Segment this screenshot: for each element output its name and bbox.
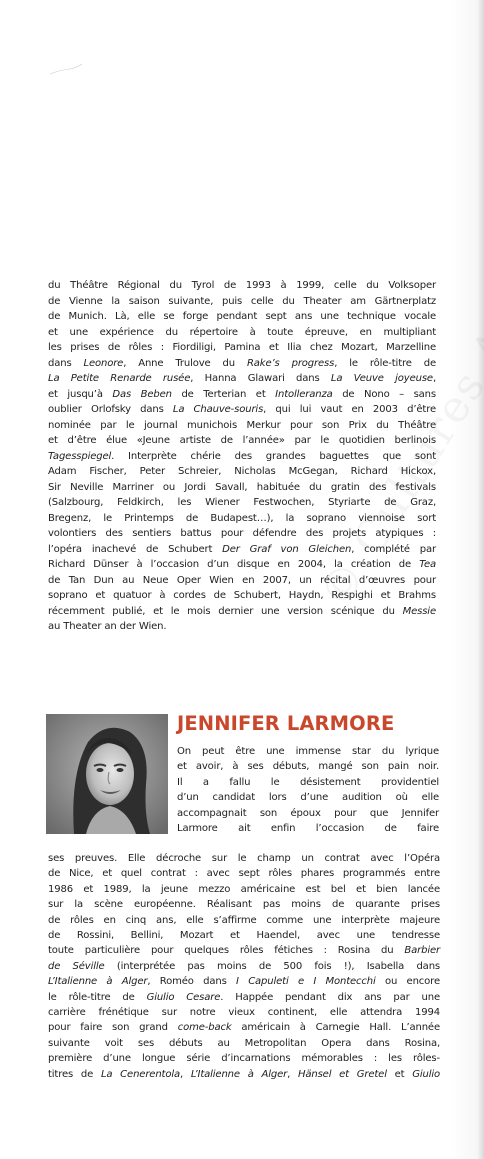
text-line <box>48 325 436 341</box>
text-run: Richard Dünser à l’occasion d’un disque en 2004, la création de <box>48 559 420 570</box>
text-line <box>177 821 439 836</box>
text-line <box>177 744 439 759</box>
italic-title: Hänsel et Gretel <box>297 1068 387 1080</box>
text-line <box>48 464 436 480</box>
text-run: au Theater an der Wien. <box>48 621 167 632</box>
italic-title: Giulio Cesare <box>146 991 221 1003</box>
text-run: titres de <box>48 1068 101 1080</box>
text-run: accompagnait son époux pour que Jennifer <box>177 807 439 819</box>
text-run: de Vienne la saison suivante, puis celle du Theater am Gärtnerplatz <box>48 295 436 307</box>
italic-title: Das Beben <box>112 388 172 400</box>
text-line <box>48 1067 440 1082</box>
text-line <box>48 573 436 589</box>
page-edge-shadow <box>478 0 484 1159</box>
text-run: Il a fallu le désistement providentiel <box>177 776 439 788</box>
italic-title: Leonore <box>83 357 124 369</box>
text-line <box>48 851 440 866</box>
text-run: et d’être élue «Jeune artiste de l’année» par le quotidien berlinois <box>48 435 436 446</box>
text-line <box>48 449 436 465</box>
text-run: On peut être une immense star du lyrique <box>177 746 439 757</box>
text-line <box>48 990 440 1005</box>
text-run: , Anne Trulove du <box>123 357 247 369</box>
article-body-text <box>48 278 436 635</box>
text-run: nominée par le journal munichois Merkur pour son Prix du Théâtre <box>48 419 436 431</box>
bio-body-text <box>48 851 440 1082</box>
text-line <box>48 387 436 403</box>
text-line <box>48 866 440 881</box>
italic-title: Rake’s progress <box>246 357 335 369</box>
text-run: suivante voit ses débuts au Metropolitan Opera dans Rosina, <box>48 1037 440 1049</box>
italic-title: La Petite Renarde rusée <box>48 373 191 384</box>
text-line <box>48 402 436 418</box>
text-line <box>48 1051 440 1066</box>
text-line <box>48 309 436 325</box>
text-run: (Salzbourg, Feldkirch, les Wiener Festwochen, Styriarte de Graz, <box>48 497 436 508</box>
text-run: Bregenz, le Printemps de Budapest…), la soprano viennoise sort <box>48 512 436 524</box>
italic-title: La Veuve joyeuse <box>330 373 433 384</box>
italic-title: L’Italienne à Alger <box>48 976 148 988</box>
text-line <box>177 775 439 790</box>
text-run: , <box>432 373 436 384</box>
text-line <box>48 913 440 928</box>
text-run: pour faire son grand <box>48 1022 178 1034</box>
text-run: volontiers des sentiers battus pour défendre des projets atypiques : <box>48 528 436 539</box>
italic-title: La Chauve-souris <box>172 404 264 415</box>
text-run: et une expérience du répertoire à toute épreuve, en multipliant <box>48 326 436 338</box>
italic-title: Intolleranza <box>275 388 333 400</box>
text-run: carrière frénétique sur notre vieux continent, elle attendra 1994 <box>48 1007 440 1019</box>
text-run: de Rossini, Bellini, Mozart et Haendel, avec une tendresse <box>48 930 440 942</box>
text-run: Larmore ait enfin l’occasion de faire <box>177 823 439 835</box>
italic-title: de Séville <box>48 960 105 972</box>
text-run: de Terterian et <box>171 388 276 400</box>
text-run: américain à Carnegie Hall. L’année <box>231 1022 440 1034</box>
italic-title: La Cenerentola <box>100 1068 180 1080</box>
text-run: , <box>180 1068 191 1080</box>
text-line <box>48 418 436 434</box>
text-run: de Nice, et quel contrat : avec sept rôles phares programmés entre <box>48 868 440 880</box>
italic-title: Tagesspiegel <box>48 450 112 462</box>
portrait-photo <box>46 714 168 834</box>
text-run: de Nono – sans <box>332 388 436 400</box>
text-line <box>48 897 440 912</box>
text-line <box>48 1005 440 1020</box>
italic-title: Giulio <box>412 1068 441 1080</box>
text-run: l’opéra inachevé de Schubert <box>48 543 223 555</box>
text-line <box>48 882 440 897</box>
text-run: de Tan Dun au Neue Oper Wien en 2007, un récital d’œuvres pour <box>48 574 436 586</box>
text-line <box>48 1020 440 1035</box>
text-run: , Hanna Glawari dans <box>190 373 331 384</box>
text-run: sur la scène européenne. Réalisant pas moins de quarante prises <box>48 899 440 911</box>
section-heading-name: JENNIFER LARMORE <box>177 712 395 735</box>
text-line <box>48 943 440 958</box>
text-run: Sir Neville Marriner ou Jordi Savall, habituée du gratin des festivals <box>48 481 436 493</box>
italic-title: come-back <box>177 1022 232 1034</box>
text-run: et jusqu’à <box>48 388 113 400</box>
text-run: 1986 et 1989, la jeune mezzo américaine est bel et bien lancée <box>48 883 440 895</box>
text-line <box>48 511 436 527</box>
text-line <box>177 790 439 805</box>
text-run: ou encore <box>375 976 440 988</box>
text-line <box>48 974 440 989</box>
text-run: d’un candidat lors d’une audition où elle <box>177 792 439 804</box>
text-line <box>48 604 436 620</box>
italic-title: Messie <box>402 605 436 617</box>
bio-intro-text <box>177 744 439 836</box>
text-run: et avoir, à ses débuts, mangé son pain noir. <box>177 761 439 773</box>
paper-scratch-mark <box>48 62 84 76</box>
text-line <box>48 619 436 635</box>
text-run: de Munich. Là, elle se forge pendant sept ans une technique vocale <box>48 311 436 322</box>
text-run: . Happée pendant dix ans par une <box>220 991 441 1003</box>
text-run: ses preuves. Elle décroche sur le champ un contrat avec l’Opéra <box>48 853 440 864</box>
text-line <box>48 1036 440 1051</box>
text-line <box>48 959 440 974</box>
text-run: dans <box>48 357 84 369</box>
text-run: les prises de rôles : Fiordiligi, Pamina et Ilia chez Mozart, Marzelline <box>48 342 436 353</box>
text-line <box>48 356 436 372</box>
text-run: (interprétée pas moins de 500 fois !), Isabella dans <box>104 960 440 972</box>
text-run: toute particulière pour quelques rôles fétiches : Rosina du <box>48 945 405 957</box>
text-run: , complété par <box>351 543 437 555</box>
text-run: , Roméo dans <box>147 976 237 988</box>
text-run: , qui lui vaut en 2003 d’être <box>263 404 436 415</box>
text-run: première d’une longue série d’incarnations mémorables : les rôles- <box>48 1053 440 1065</box>
text-run: . Interprète chérie des grandes baguettes que sont <box>111 450 436 462</box>
text-line <box>48 340 436 356</box>
text-run: Adam Fischer, Peter Schreier, Nicholas McGegan, Richard Hickox, <box>48 466 436 477</box>
italic-title: I Capuleti e I Montecchi <box>236 976 376 988</box>
text-line <box>48 480 436 496</box>
text-run: du Théâtre Régional du Tyrol de 1993 à 1999, celle du Volksoper <box>48 280 436 291</box>
text-line <box>177 806 439 821</box>
text-run: , le rôle-titre de <box>334 357 436 369</box>
text-run: oublier Orlofsky dans <box>48 404 173 415</box>
text-run: de rôles en cinq ans, elle s’affirme comme une interprète majeure <box>48 914 440 926</box>
text-line <box>48 542 436 558</box>
italic-title: Der Graf von Gleichen <box>222 543 352 555</box>
text-line <box>177 759 439 774</box>
text-line <box>48 588 436 604</box>
text-line <box>48 433 436 449</box>
text-line <box>48 928 440 943</box>
italic-title: Barbier <box>404 945 440 957</box>
text-line <box>48 278 436 294</box>
text-line <box>48 294 436 310</box>
portrait-illustration <box>46 714 168 834</box>
text-run: et <box>386 1068 413 1080</box>
text-run: le rôle-titre de <box>48 991 147 1003</box>
text-run: soprano et quatuor à cordes de Schubert, Haydn, Respighi et Brahms <box>48 590 436 601</box>
text-run: , <box>287 1068 298 1080</box>
italic-title: Tea <box>419 559 436 570</box>
text-line <box>48 495 436 511</box>
text-line <box>48 371 436 387</box>
text-line <box>48 526 436 542</box>
text-line <box>48 557 436 573</box>
italic-title: L’Italienne à Alger <box>190 1068 288 1080</box>
text-run: récemment publié, et le mois dernier une version scénique du <box>48 605 403 617</box>
